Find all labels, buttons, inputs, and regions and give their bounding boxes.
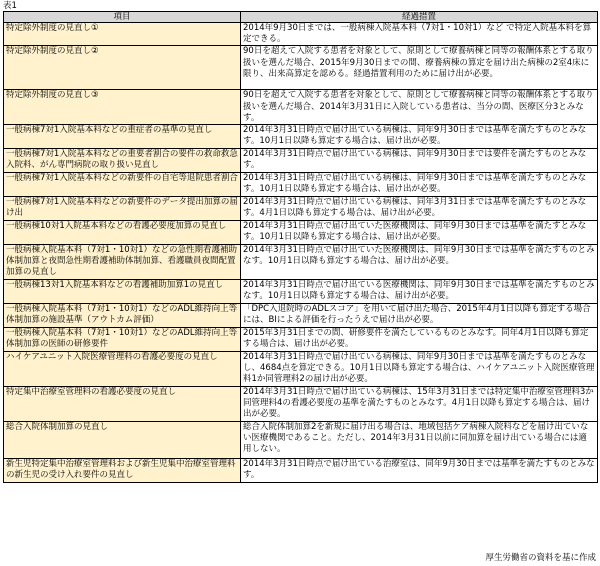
table-row [4, 197, 598, 221]
row-item: 一般病棟7対1入院基本料などの重要者割合の要件の救命救急入院料、がん専門病院の取り扱い見直し [4, 149, 241, 173]
row-measure: 90日を超えて入院する患者を対象として、原則として療養病棟と同等の報酬体系とする取り扱いを選んだ場合、2014年3月31日に入院している患者は、当分の間、医療区分3とみなす。 [241, 90, 598, 125]
row-measure: 2014年3月31日時点で届け出ていた医療機関は、同年9月30日までは基準を満たすとみなす。10月1日以降も算定する場合は、届け出が必要。 [241, 221, 598, 245]
table-row [4, 90, 598, 125]
table-row [4, 149, 598, 173]
row-measure: 「DPC入退院時のADLスコア」を用いて届け出た場合、2015年4月1日以降も算定する場合には、BIによる評価を行ったうえで届け出が必要。 [241, 304, 598, 328]
row-item: 一般病棟13対1入院基本料などの看護補助加算1の見直し [4, 280, 241, 304]
row-item: 一般病棟入院基本料（7対1・10対1）などのADL維持向上等体制加算の医師の研修要件 [4, 328, 241, 352]
row-measure: 2014年3月31日時点で届け出ている病棟は、15年3月31日までは特定集中治療室管理料3か同管理料4の看護必要度の基準を満たすものとみなす。4月1日以降も算定する場合は、届け出が必要。 [241, 387, 598, 422]
row-item: 特定除外制度の見直し① [4, 23, 241, 46]
row-measure: 2014年3月31日時点で届け出ていた医療機関は、同年9月30日までは基準を満たすものとみなす。10月1日以降も算定する場合は、届け出が必要。 [241, 245, 598, 280]
table-row [4, 304, 598, 328]
row-item: 新生児特定集中治療室管理料および新生児集中治療室管理料の新生児の受け入れ要件の見直し [4, 459, 241, 483]
table-row [4, 352, 598, 387]
table-row [4, 328, 598, 352]
row-measure: 2014年3月31日時点で届け出ている医療機関は、同年9月30日までは基準を満たすものとみなす。10月1日以降も算定する場合は、届け出が必要。 [241, 280, 598, 304]
row-measure: 2014年9月30日までは、一般病棟入院基本料（7対1・10対1）など で特定入院基本料を算定できる。 [241, 23, 598, 46]
table-row [4, 125, 598, 149]
row-item: 特定除外制度の見直し③ [4, 90, 241, 125]
row-measure: 2014年3月31日時点で届け出ている病棟は、同年3月31日までは基準を満たすものとみなす。4月1日以降も算定する場合は、届け出が必要。 [241, 197, 598, 221]
row-item: 一般病棟10対1入院基本料などの看護必要度加算の見直し [4, 221, 241, 245]
table-row [4, 221, 598, 245]
row-measure: 2014年3月31日時点で届け出ている病棟は、同年9月30日までは基準を満たすものとみなし、4684点を算定できる。10月1日以降も算定する場合は、ハイケアユニット入院医療管理料1か同管理料2の届け出が必要。 [241, 352, 598, 387]
row-measure: 2014年3月31日時点で届け出ている病棟は、同年9月30日までは基準を満たすものとみなす。10月1日以降も算定する場合は、届け出が必要。 [241, 173, 598, 197]
row-item: 一般病棟7対1入院基本料などの新要件の自宅等退院患者割合 [4, 173, 241, 197]
table-row [4, 422, 598, 459]
row-item: 特定集中治療室管理料の看護必要度の見直し [4, 387, 241, 422]
row-item: 一般病棟入院基本料（7対1・10対1）などのADL維持向上等体制加算の施設基準（アウトカム評価） [4, 304, 241, 328]
table-row [4, 459, 598, 483]
row-item: 一般病棟7対1入院基本料などの新要件のデータ提出加算の届け出 [4, 197, 241, 221]
transition-measures-table [3, 11, 598, 483]
row-item: 総合入院体制加算の見直し [4, 422, 241, 459]
row-measure: 総合入院体制加算2を新規に届け出る場合は、地域包括ケア病棟入院料などを届け出ていない医療機関であること。ただし、2014年3月31日以前に同加算を届け出ている場合には適用しない。 [241, 422, 598, 459]
row-item: 一般病棟入院基本料（7対1・10対1）などの急性期看護補助体制加算と夜間急性期看護補助体制加算、看護職員夜間配置加算の見直し [4, 245, 241, 280]
row-measure: 2014年3月31日時点で届け出ている病棟は、同年9月30日までは基準を満たすものとみなす。10月1日以降も算定する場合は、届け出が必要。 [241, 125, 598, 149]
row-item: 特定除外制度の見直し② [4, 46, 241, 90]
row-measure: 2015年3月31日までの間、研修要件を満たしているものとみなす。同年4月1日以降も算定する場合は、届け出が必要。 [241, 328, 598, 352]
row-item: ハイケアユニット入院医療管理料の看護必要度の見直し [4, 352, 241, 387]
table-row [4, 23, 598, 46]
table-row [4, 387, 598, 422]
header-item: 項目 [4, 12, 241, 23]
table-row [4, 245, 598, 280]
table-row [4, 173, 598, 197]
table-row [4, 46, 598, 90]
header-measure: 経過措置 [241, 12, 598, 23]
source-note: 厚生労働省の資料を基に作成 [485, 553, 596, 563]
table-caption: 表1 [3, 1, 17, 11]
table-row [4, 280, 598, 304]
table-header-row [4, 12, 598, 23]
row-measure: 2014年3月31日時点で届け出ている治療室は、同年9月30日までは基準を満たすものとみなす。 [241, 459, 598, 483]
row-item: 一般病棟7対1入院基本料などの重症者の基準の見直し [4, 125, 241, 149]
row-measure: 90日を超えて入院する患者を対象として、原則として療養病棟と同等の報酬体系とする取り扱いを選んだ場合、2015年9月30日までの間、療養病棟の算定を届け出た病棟の2室4床に限り、出来高算定を認める。経過措置利用のために届け出が必要。 [241, 46, 598, 90]
row-measure: 2014年3月31日時点で届け出ている病棟は、同年9月30日までは要件を満たすものとみなす。 [241, 149, 598, 173]
